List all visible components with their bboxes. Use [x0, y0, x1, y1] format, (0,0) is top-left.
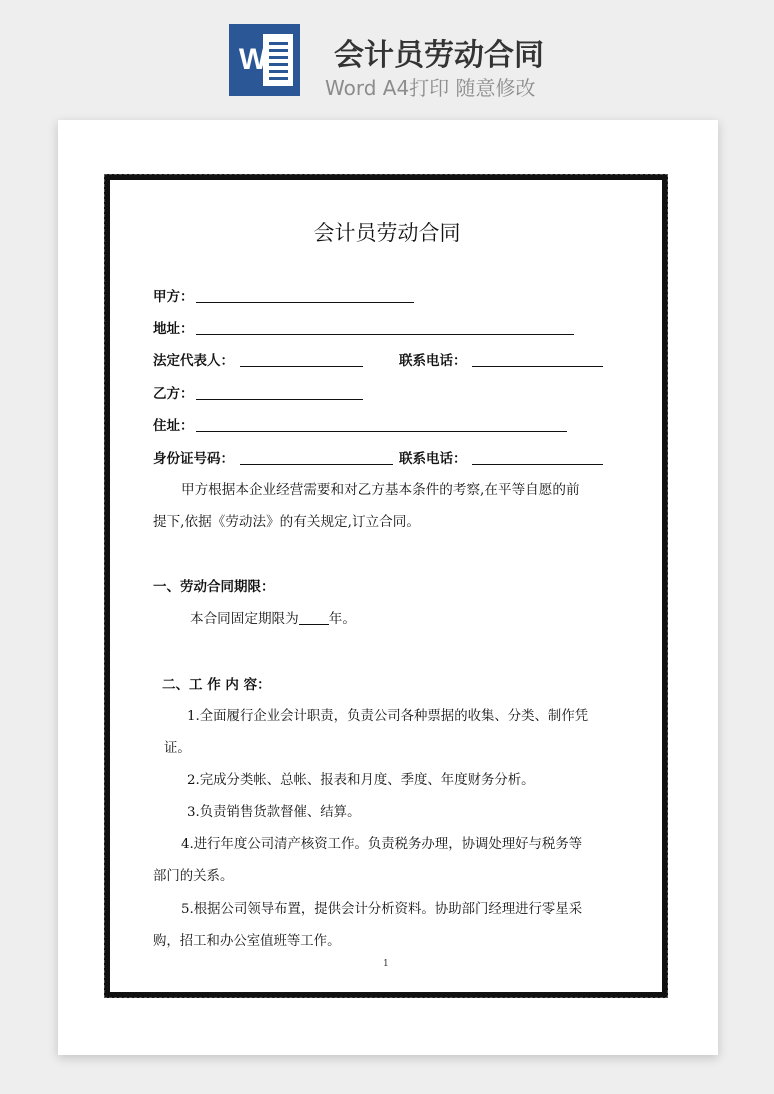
field-legal-rep-blank[interactable]: [240, 366, 363, 367]
intro-line: 提下,依据《劳动法》的有关规定,订立合同。: [153, 514, 420, 530]
field-id-number-blank[interactable]: [240, 464, 393, 465]
duty-line: 4.进行年度公司清产核资工作。负责税务办理，协调处理好与税务等: [181, 837, 583, 852]
field-phone-2-label: 联系电话：: [399, 451, 467, 467]
field-party-a-label: 甲方：: [153, 289, 194, 305]
duty-line: 部门的关系。: [153, 869, 234, 884]
duty-line: 5.根据公司领导布置，提供会计分析资料。协助部门经理进行零星采: [181, 902, 583, 917]
field-phone-1-label: 联系电话：: [399, 353, 467, 369]
field-address-blank[interactable]: [196, 334, 574, 335]
header-title: 会计员劳动合同: [334, 38, 544, 73]
section-2-heading: 二、工 作 内 容：: [162, 677, 271, 693]
duty-line: 2.完成分类帐、总帐、报表和月度、季度、年度财务分析。: [187, 773, 535, 788]
section-1-heading: 一、劳动合同期限：: [153, 579, 275, 595]
field-legal-rep-label: 法定代表人：: [153, 353, 234, 369]
header-subtitle: Word A4打印 随意修改: [325, 76, 536, 100]
word-letter: W: [238, 43, 268, 76]
section-1-text: [190, 609, 356, 629]
duty-line: 3.负责销售货款督催、结算。: [187, 805, 361, 820]
field-party-a-blank[interactable]: [196, 302, 414, 303]
term-text-after: 年。: [328, 611, 356, 627]
field-party-b-blank[interactable]: [196, 399, 363, 400]
document-title: 会计员劳动合同: [313, 221, 461, 245]
term-years-blank[interactable]: [299, 610, 329, 625]
duty-line: 1.全面履行企业会计职责，负责公司各种票据的收集、分类、制作凭: [187, 709, 589, 724]
field-residence-label: 住址：: [153, 418, 194, 434]
field-phone-1-blank[interactable]: [472, 366, 603, 367]
duty-line: 证。: [164, 741, 191, 756]
field-id-number-label: 身份证号码：: [153, 451, 234, 467]
duty-line: 购，招工和办公室值班等工作。: [153, 934, 341, 949]
field-phone-2-blank[interactable]: [472, 464, 603, 465]
field-party-b-label: 乙方：: [153, 386, 194, 402]
page-number: 1: [383, 959, 389, 969]
term-text-before: 本合同固定期限为: [190, 611, 299, 627]
intro-line: 甲方根据本企业经营需要和对乙方基本条件的考察,在平等自愿的前: [181, 482, 580, 498]
field-residence-blank[interactable]: [196, 431, 567, 432]
field-address-label: 地址：: [153, 321, 194, 337]
